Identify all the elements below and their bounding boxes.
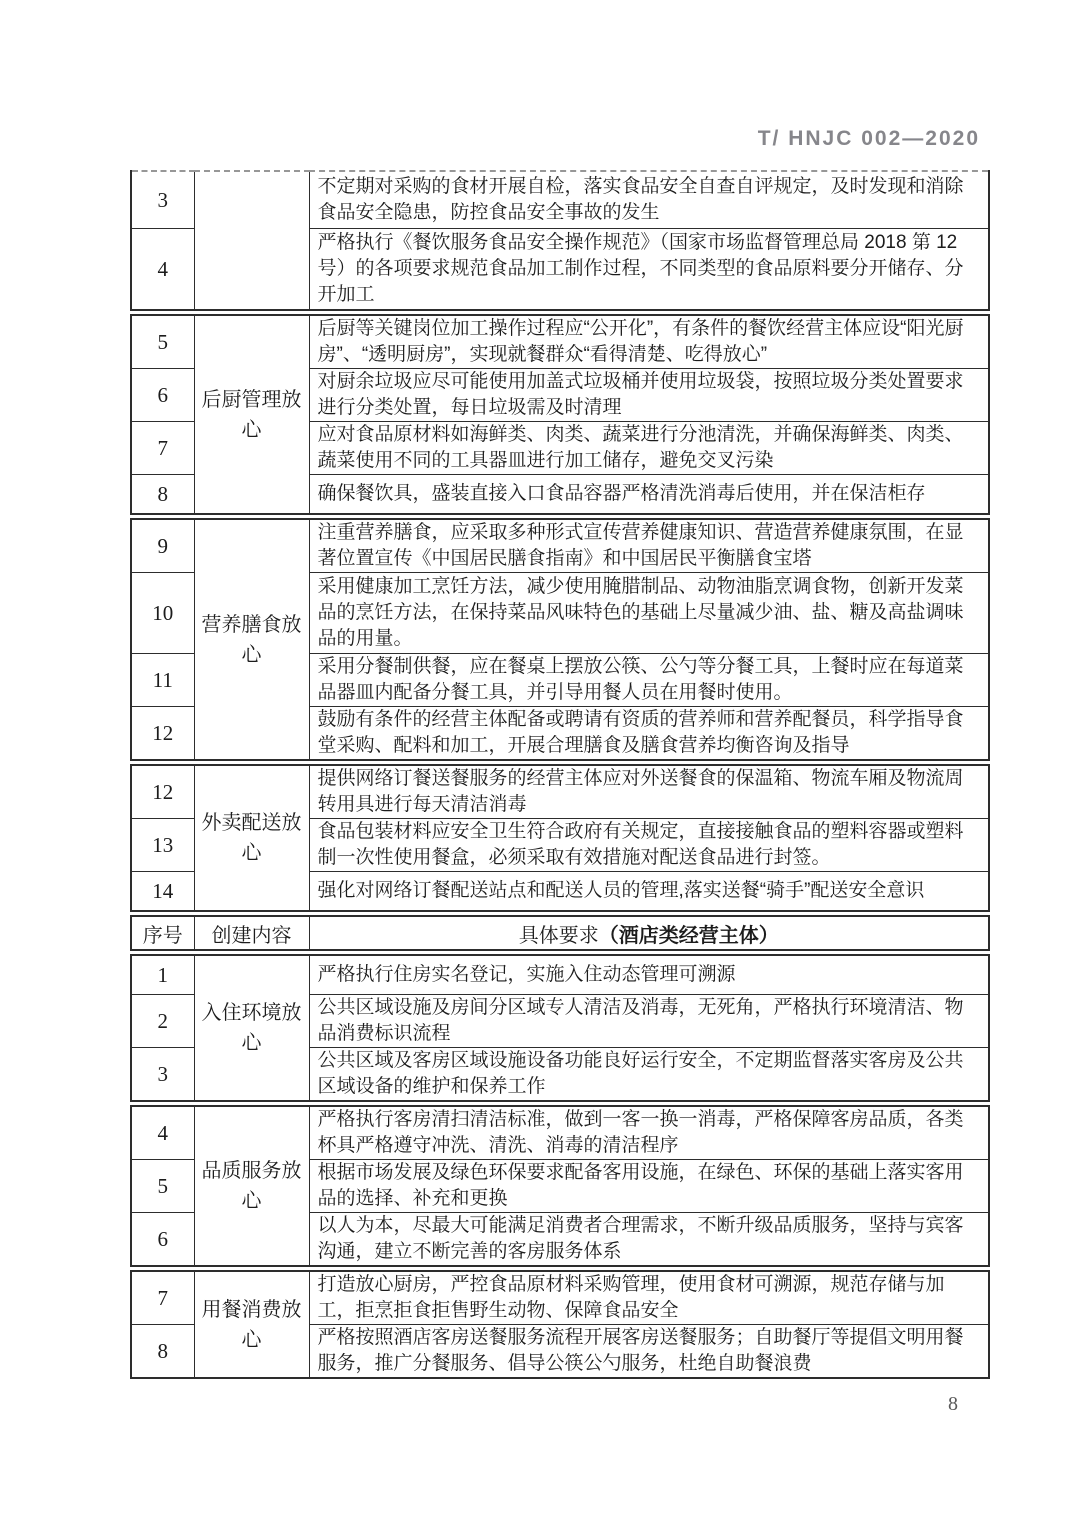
section-continuation	[130, 170, 990, 311]
requirement-cell: 采用分餐制供餐，应在餐桌上摆放公筷、公勺等分餐工具，上餐时应在每道菜品器皿内配备分餐工具，并引导用餐人员在用餐时使用。	[309, 654, 989, 707]
row-number: 11	[131, 654, 194, 707]
requirement-cell: 严格执行客房清扫清洁标准，做到一客一换一消毒，严格保障客房品质，各类杯具严格遵守冲洗、清洗、消毒的清洁程序	[309, 1106, 989, 1160]
category-cell	[194, 171, 309, 310]
requirement-cell: 打造放心厨房，严控食品原材料采购管理，使用食材可溯源，规范存储与加工，拒烹拒食拒售野生动物、保障食品安全	[309, 1271, 989, 1325]
table-row	[131, 765, 989, 819]
table-row	[131, 519, 989, 573]
row-number: 3	[131, 171, 194, 229]
header-req-paren: （酒店类经营主体）	[598, 924, 779, 947]
requirement-cell: 提供网络订餐送餐服务的经营主体应对外送餐食的保温箱、物流车厢及物流周转用具进行每天清洁消毒	[309, 765, 989, 819]
standard-table	[130, 170, 988, 1382]
header-col-number: 序号	[131, 916, 194, 950]
row-number: 14	[131, 872, 194, 912]
requirement-cell: 对厨余垃圾应尽可能使用加盖式垃圾桶并使用垃圾袋，按照垃圾分类处置要求进行分类处置，每日垃圾需及时清理	[309, 369, 989, 422]
requirement-cell: 应对食品原材料如海鲜类、肉类、蔬菜进行分池清洗，并确保海鲜类、肉类、蔬菜使用不同的工具器皿进行加工储存，避免交叉污染	[309, 422, 989, 475]
page-number: 8	[948, 1393, 958, 1415]
header-req-prefix: 具体要求	[518, 924, 599, 947]
row-number: 7	[131, 1271, 194, 1325]
row-number: 12	[131, 765, 194, 819]
requirement-cell: 严格执行住房实名登记，实施入住动态管理可溯源	[309, 955, 989, 995]
table-row	[131, 315, 989, 369]
table-row	[131, 1271, 989, 1325]
table-row	[131, 955, 989, 995]
requirement-cell: 鼓励有条件的经营主体配备或聘请有资质的营养师和营养配餐员，科学指导食堂采购、配料和加工，开展合理膳食及膳食营养均衡咨询及指导	[309, 707, 989, 761]
row-number: 8	[131, 1325, 194, 1379]
requirement-cell: 不定期对采购的食材开展自检，落实食品安全自查自评规定，及时发现和消除食品安全隐患，防控食品安全事故的发生	[309, 171, 989, 229]
requirement-cell: 采用健康加工烹饪方法，减少使用腌腊制品、动物油脂烹调食物，创新开发菜品的烹饪方法，在保持菜品风味特色的基础上尽量减少油、盐、糖及高盐调味品的用量。	[309, 573, 989, 654]
section-quality-service	[130, 1105, 990, 1267]
row-number: 6	[131, 1213, 194, 1267]
requirement-cell: 确保餐饮具，盛装直接入口食品容器严格清洗消毒后使用，并在保洁柜存	[309, 475, 989, 515]
category-cell: 外卖配送放心	[194, 765, 309, 911]
row-number: 7	[131, 422, 194, 475]
header-col-requirement	[309, 916, 989, 950]
row-number: 5	[131, 315, 194, 369]
section-nutrition	[130, 518, 990, 761]
row-number: 8	[131, 475, 194, 515]
header-col-category: 创建内容	[194, 916, 309, 950]
row-number: 10	[131, 573, 194, 654]
row-number: 3	[131, 1048, 194, 1102]
section-lodging-environment	[130, 954, 990, 1102]
category-cell: 用餐消费放心	[194, 1271, 309, 1378]
row-number: 5	[131, 1160, 194, 1213]
category-cell: 入住环境放心	[194, 955, 309, 1101]
requirement-cell: 注重营养膳食，应采取多种形式宣传营养健康知识、营造营养健康氛围，在显著位置宣传《中国居民膳食指南》和中国居民平衡膳食宝塔	[309, 519, 989, 573]
category-cell: 营养膳食放心	[194, 519, 309, 760]
table-header-row	[130, 915, 990, 951]
category-cell: 品质服务放心	[194, 1106, 309, 1266]
requirement-cell: 公共区域设施及房间分区域专人清洁及消毒，无死角，严格执行环境清洁、物品消费标识流程	[309, 995, 989, 1048]
requirement-cell: 以人为本，尽最大可能满足消费者合理需求，不断升级品质服务，坚持与宾客沟通，建立不断完善的客房服务体系	[309, 1213, 989, 1267]
row-number: 2	[131, 995, 194, 1048]
row-number: 6	[131, 369, 194, 422]
table-row	[131, 916, 989, 950]
standard-code: T/ HNJC 002—2020	[757, 127, 980, 150]
requirement-cell: 公共区域及客房区域设施设备功能良好运行安全，不定期监督落实客房及公共区域设备的维护和保养工作	[309, 1048, 989, 1102]
row-number: 9	[131, 519, 194, 573]
row-number: 4	[131, 1106, 194, 1160]
row-number: 1	[131, 955, 194, 995]
requirement-cell: 食品包装材料应安全卫生符合政府有关规定，直接接触食品的塑料容器或塑料制一次性使用餐盒，必须采取有效措施对配送食品进行封签。	[309, 819, 989, 872]
row-number: 4	[131, 229, 194, 311]
requirement-cell: 严格按照酒店客房送餐服务流程开展客房送餐服务；自助餐厅等提倡文明用餐服务，推广分餐服务、倡导公筷公勺服务，杜绝自助餐浪费	[309, 1325, 989, 1379]
table-row	[131, 1106, 989, 1160]
section-dining-consumption	[130, 1270, 990, 1379]
requirement-cell: 根据市场发展及绿色环保要求配备客用设施，在绿色、环保的基础上落实客用品的选择、补充和更换	[309, 1160, 989, 1213]
table-row	[131, 171, 989, 229]
category-cell: 后厨管理放心	[194, 315, 309, 514]
section-kitchen-management	[130, 314, 990, 515]
requirement-cell: 后厨等关键岗位加工操作过程应“公开化”，有条件的餐饮经营主体应设“阳光厨房”、“透明厨房”，实现就餐群众“看得清楚、吃得放心”	[309, 315, 989, 369]
row-number: 12	[131, 707, 194, 761]
requirement-cell: 严格执行《餐饮服务食品安全操作规范》（国家市场监督管理总局 2018 第 12 号）的各项要求规范食品加工制作过程，不同类型的食品原料要分开储存、分开加工	[309, 229, 989, 311]
requirement-cell: 强化对网络订餐配送站点和配送人员的管理,落实送餐“骑手”配送安全意识	[309, 872, 989, 912]
row-number: 13	[131, 819, 194, 872]
section-delivery	[130, 764, 990, 912]
